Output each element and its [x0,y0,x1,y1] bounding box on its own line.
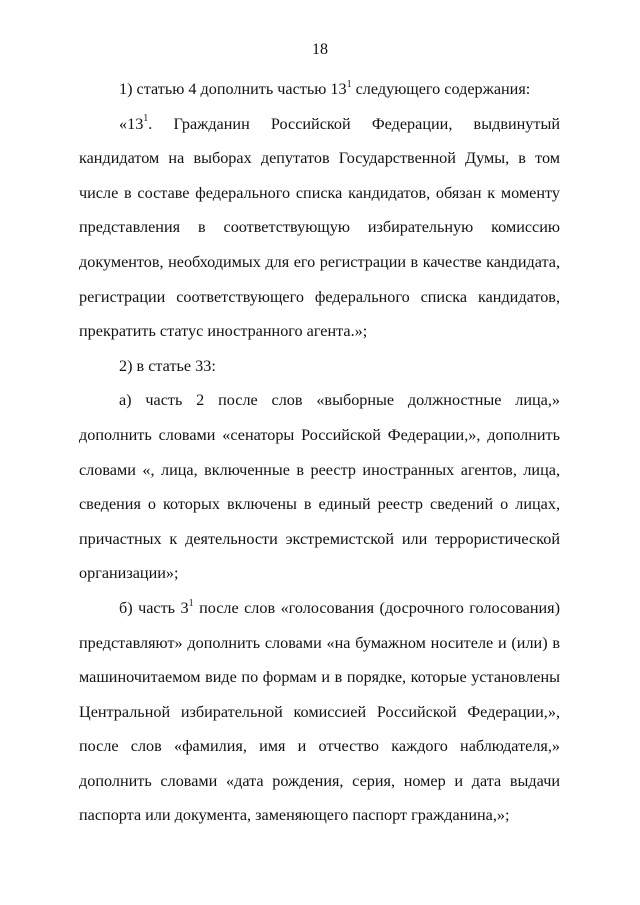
paragraph-item-a [79,383,560,591]
superscript: 1 [188,597,194,609]
paragraph-text: б) часть 3 [119,598,189,617]
superscript: 1 [346,78,352,90]
paragraph-text: 1) статью 4 дополнить частью 13 [119,80,347,98]
paragraph-article-33 [79,349,560,384]
paragraph-text: после слов «голосования (досрочного голосования) представляют» дополнить словами «на бумажном носителе и (или) в машиночитаемом виде по формам и в порядке, которые установлены Центральной избирательной комиссией Российской Федерации,», после слов «фамилия, имя и отчество каждого наблюдателя,» дополнить словами «дата рождения, серия, номер и дата выдачи паспорта или документа, заменяющего паспорт гражданина,»; [79,598,560,825]
paragraph-amend-article-4 [79,72,560,107]
superscript: 1 [143,113,149,125]
page-number: 18 [312,41,328,58]
paragraph-text: а) часть 2 после слов «выборные должностные лица,» дополнить словами «сенаторы Российской Федерации,», дополнить словами «, лица, включенные в реестр иностранных агентов, лица, сведения о которых включены в единый реестр сведений о лицах, причастных к деятельности экстремистской или террористической организации»; [79,391,560,583]
paragraph-item-b [79,591,560,833]
paragraph-text: «13 [119,114,144,133]
paragraph-text: следующего содержания: [351,80,531,98]
document-body [79,72,560,833]
paragraph-text: . Гражданин Российской Федерации, выдвинутый кандидатом на выборах депутатов Государственной Думы, в том числе в составе федерального списка кандидатов, обязан к моменту представления в соответствующую избирательную комиссию документов, необходимых для его регистрации в качестве кандидата, регистрации соответствующего федерального списка кандидатов, прекратить статус иностранного агента.»; [79,114,560,341]
paragraph-part-13-1 [79,107,560,349]
paragraph-text: 2) в статье 33: [119,356,216,375]
